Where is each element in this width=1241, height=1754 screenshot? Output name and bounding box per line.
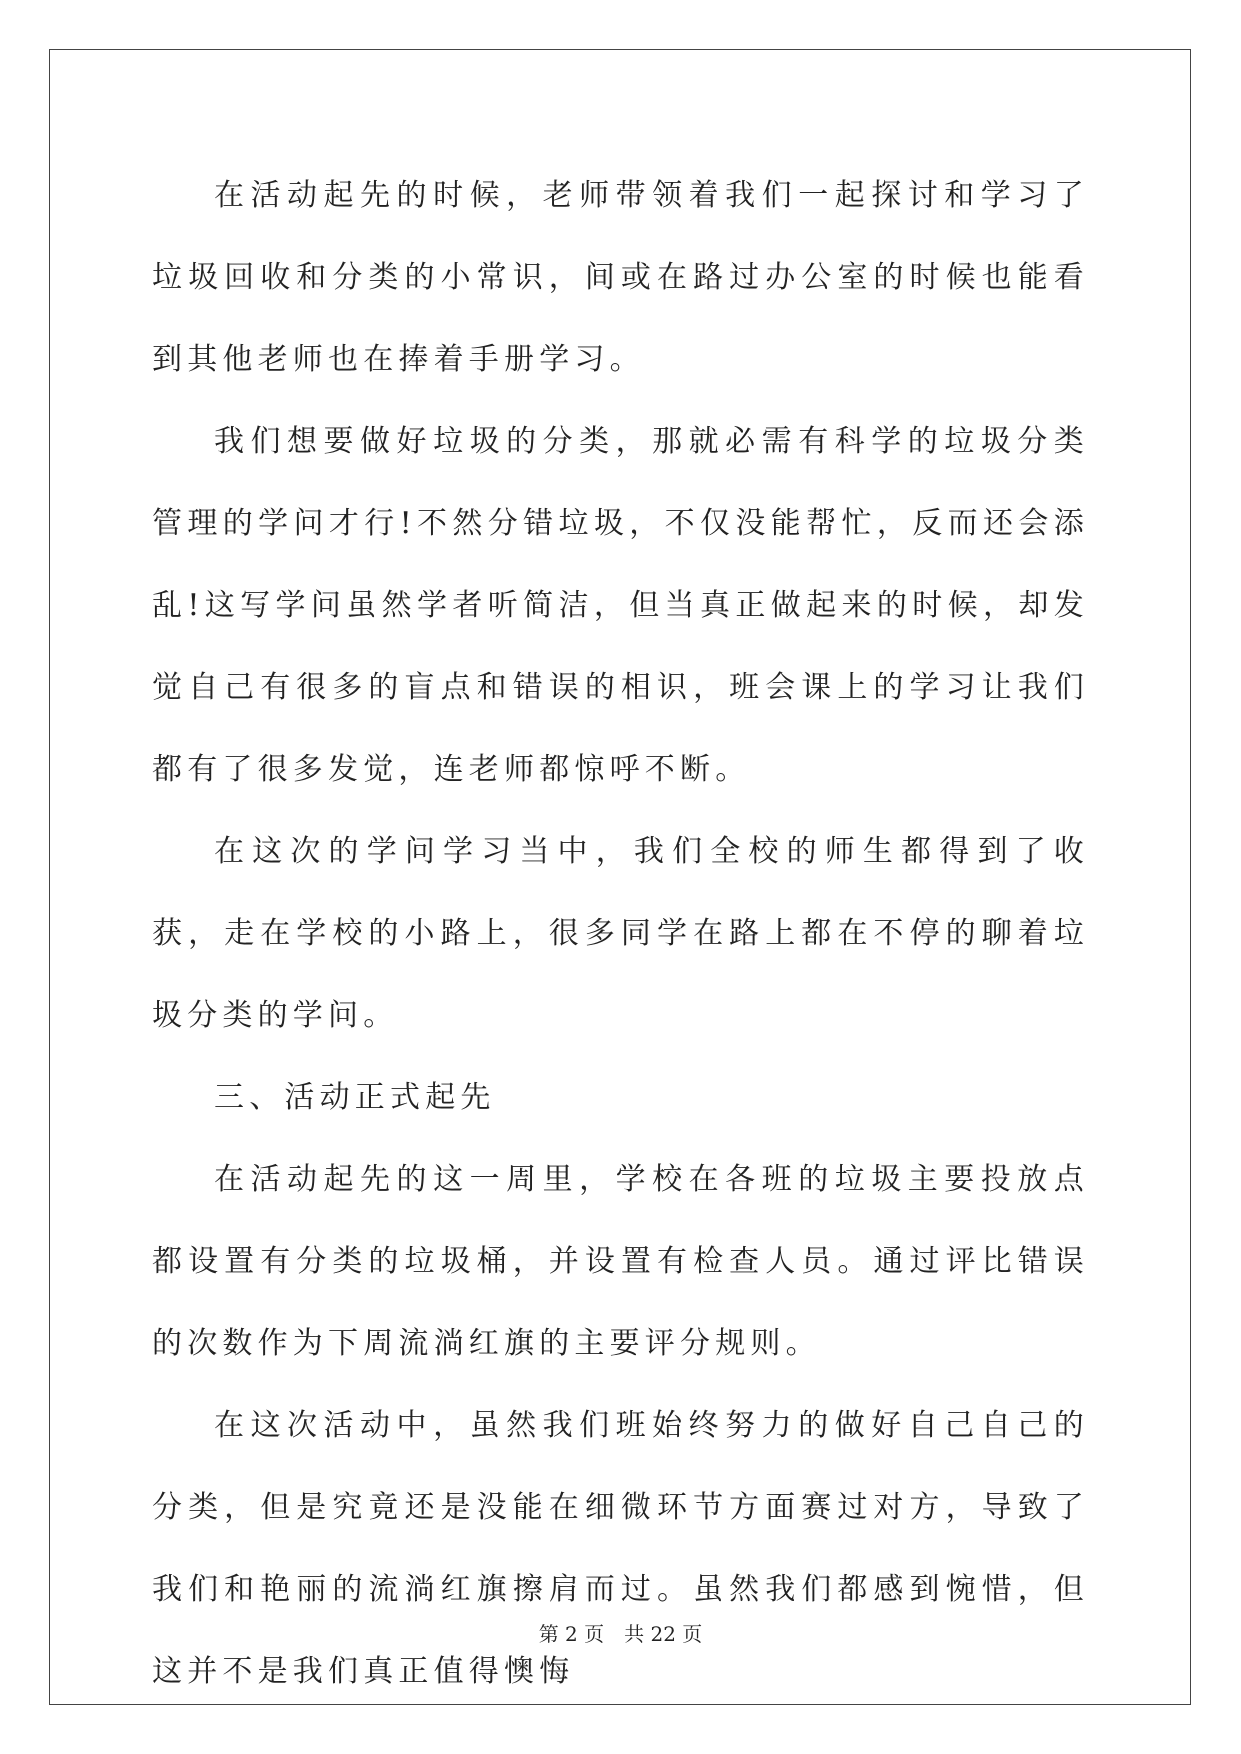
paragraph: 在这次活动中，虽然我们班始终努力的做好自己自己的分类，但是究竟还是没能在细微环节方面赛过对方，导致了我们和艳丽的流淌红旗擦肩而过。虽然我们都感到惋惜，但这并不是我们真正值得懊悔 bbox=[152, 1408, 1089, 1689]
page-number-footer: 第 2 页 共 22 页 bbox=[538, 1622, 703, 1646]
section-heading: 三、活动正式起先 bbox=[214, 1080, 496, 1115]
paragraph: 在活动起先的这一周里，学校在各班的垃圾主要投放点都设置有分类的垃圾桶，并设置有检查人员。通过评比错误的次数作为下周流淌红旗的主要评分规则。 bbox=[152, 1162, 1089, 1361]
paragraph: 在活动起先的时候，老师带领着我们一起探讨和学习了垃圾回收和分类的小常识，间或在路过办公室的时候也能看到其他老师也在捧着手册学习。 bbox=[152, 178, 1089, 377]
paragraph: 我们想要做好垃圾的分类，那就必需有科学的垃圾分类管理的学问才行!不然分错垃圾，不仅没能帮忙，反而还会添乱!这写学问虽然学者听简洁，但当真正做起来的时候，却发觉自己有很多的盲点和错误的相识，班会课上的学习让我们都有了很多发觉，连老师都惊呼不断。 bbox=[152, 424, 1089, 787]
paragraph: 在这次的学问学习当中，我们全校的师生都得到了收获，走在学校的小路上，很多同学在路上都在不停的聊着垃圾分类的学问。 bbox=[152, 834, 1089, 1033]
document-body bbox=[152, 155, 1089, 1713]
